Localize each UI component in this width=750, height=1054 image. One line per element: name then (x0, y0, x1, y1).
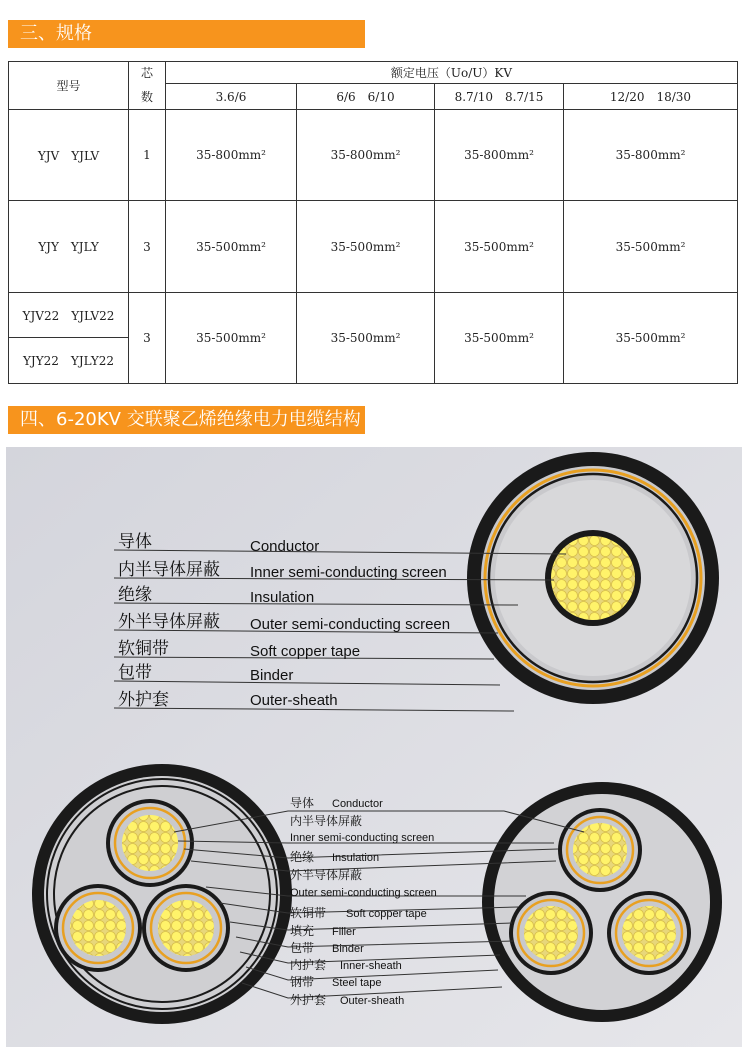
row-value: 35-500mm² (166, 201, 297, 293)
label-en: Steel tape (332, 977, 382, 989)
row-model-b: YJY22 YJLY22 (9, 338, 129, 384)
row-value: 35-500mm² (564, 201, 738, 293)
row-value: 35-500mm² (297, 201, 435, 293)
section-4-heading: 四、6-20KV 交联聚乙烯绝缘电力电缆结构 (8, 406, 365, 434)
spec-table (8, 61, 738, 384)
label-en: Conductor (332, 798, 383, 810)
row-value: 35-800mm² (166, 110, 297, 201)
label-zh: 内护套 (290, 958, 327, 972)
label-en: Filler (332, 926, 356, 938)
label-zh: 软铜带 (118, 639, 169, 659)
table-row (9, 293, 738, 338)
header-voltage: 额定电压（Uo/U）KV (166, 62, 738, 84)
label-zh: 外护套 (290, 993, 327, 1007)
row-value: 35-800mm² (564, 110, 738, 201)
label-en: Inner semi-conducting screen (290, 832, 435, 844)
label-en: Insulation (332, 852, 380, 864)
label-zh: 内半导体屏蔽 (290, 814, 363, 828)
label-zh: 外护套 (118, 690, 169, 710)
row-value: 35-500mm² (166, 293, 297, 384)
label-zh: 钢带 (290, 975, 315, 989)
header-voltage-1: 3.6/6 (166, 84, 297, 110)
label-en: Soft copper tape (346, 908, 427, 920)
row-value: 35-800mm² (435, 110, 564, 201)
header-voltage-2: 6/6 6/10 (297, 84, 435, 110)
row-cores: 3 (129, 201, 166, 293)
label-en: Outer-sheath (250, 692, 338, 709)
label-en: Binder (250, 667, 294, 684)
label-en: Outer semi-conducting screen (290, 887, 437, 899)
label-zh: 绝缘 (118, 585, 152, 605)
label-en: Binder (332, 943, 364, 955)
label-zh: 内半导体屏蔽 (118, 560, 220, 580)
row-value: 35-800mm² (297, 110, 435, 201)
row-model: YJV YJLV (9, 110, 129, 201)
label-en: Outer-sheath (340, 995, 405, 1007)
row-model: YJY YJLY (9, 201, 129, 293)
label-zh: 填充 (290, 924, 315, 938)
label-zh: 包带 (290, 941, 315, 955)
three-core-cable-armoured (32, 764, 292, 1024)
label-en: Soft copper tape (250, 643, 361, 660)
label-en: Inner-sheath (340, 960, 402, 972)
label-zh: 软铜带 (290, 906, 327, 920)
label-en: Insulation (250, 589, 315, 606)
three-core-cable (482, 782, 722, 1022)
row-cores: 3 (129, 293, 166, 384)
row-value: 35-500mm² (297, 293, 435, 384)
label-zh: 绝缘 (290, 850, 315, 864)
row-model-a: YJV22 YJLV22 (9, 293, 129, 338)
row-value: 35-500mm² (435, 293, 564, 384)
label-zh: 导体 (290, 796, 315, 810)
row-value: 35-500mm² (435, 201, 564, 293)
header-voltage-3: 8.7/10 8.7/15 (435, 84, 564, 110)
label-en: Inner semi-conducting screen (250, 564, 447, 581)
table-row (9, 201, 738, 293)
header-model: 型号 (9, 62, 129, 110)
header-cores-2: 数 (129, 84, 166, 110)
header-cores-1: 芯 (129, 62, 166, 84)
single-core-cable (467, 452, 719, 704)
label-en: Conductor (250, 538, 320, 555)
cable-structure-photo (6, 447, 742, 1047)
label-zh: 外半导体屏蔽 (118, 612, 220, 632)
label-zh: 包带 (118, 663, 152, 683)
row-cores: 1 (129, 110, 166, 201)
header-voltage-4: 12/20 18/30 (564, 84, 738, 110)
label-en: Outer semi-conducting screen (250, 616, 451, 633)
section-3-heading: 三、规格 (8, 20, 365, 48)
label-zh: 外半导体屏蔽 (290, 868, 363, 882)
label-zh: 导体 (118, 532, 152, 552)
row-value: 35-500mm² (564, 293, 738, 384)
table-row (9, 110, 738, 201)
